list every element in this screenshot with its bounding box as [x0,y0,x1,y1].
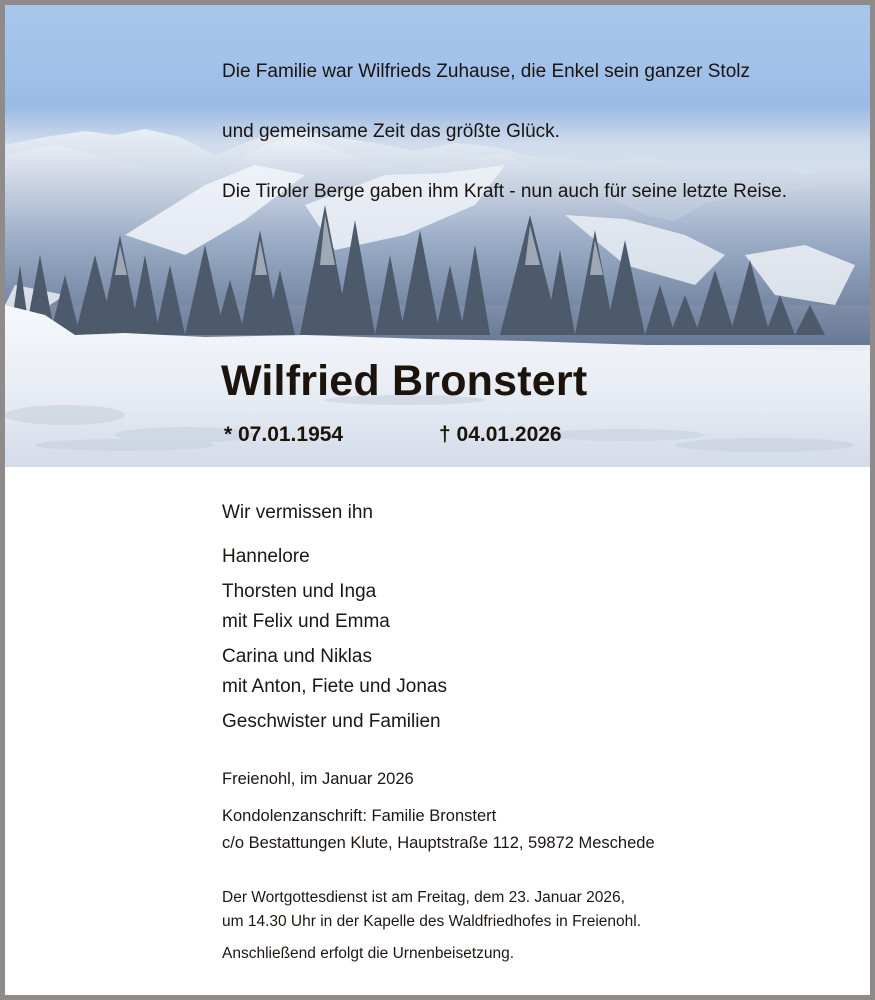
mourner-line: mit Felix und Emma [222,611,390,632]
mourner-line: Geschwister und Familien [222,711,441,732]
condolence-address-line: Kondolenzanschrift: Familie Bronstert [222,807,497,825]
birth-date: * 07.01.1954 [224,423,344,446]
mourners-intro: Wir vermissen ihn [222,502,373,523]
mountain-photo [5,5,870,467]
quote-line: Die Tiroler Berge gaben ihm Kraft - nun auch für seine letzte Reise. [222,181,788,202]
mourner-line: Hannelore [222,546,310,567]
burial-info: Anschließend erfolgt die Urnenbeisetzung. [222,945,515,962]
deceased-name: Wilfried Bronstert [221,357,588,405]
memorial-quote [222,27,787,237]
condolence-address-line: c/o Bestattungen Klute, Hauptstraße 112, 59872 Meschede [222,834,655,852]
service-info-line: Der Wortgottesdienst ist am Freitag, dem 23. Januar 2026, [222,889,625,906]
obituary-notice [5,5,870,995]
mourner-line: mit Anton, Fiete und Jonas [222,676,447,697]
mourner-line: Thorsten und Inga [222,581,377,602]
service-info-line: um 14.30 Uhr in der Kapelle des Waldfriedhofes in Freienohl. [222,913,642,930]
mourner-line: Carina und Niklas [222,646,372,667]
place-date: Freienohl, im Januar 2026 [222,770,414,788]
death-date: † 04.01.2026 [439,423,562,446]
quote-line: und gemeinsame Zeit das größte Glück. [222,121,560,142]
quote-line: Die Familie war Wilfrieds Zuhause, die Enkel sein ganzer Stolz [222,61,750,82]
